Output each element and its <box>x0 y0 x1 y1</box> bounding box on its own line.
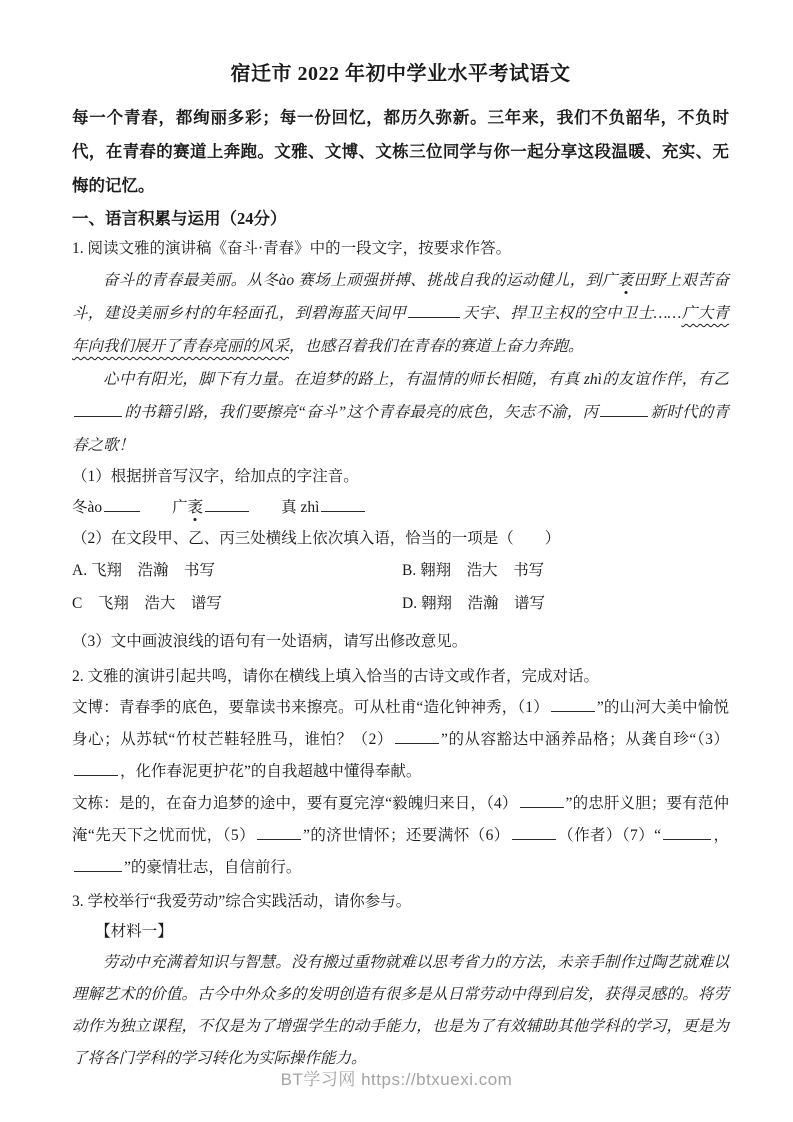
blank-line <box>104 506 140 512</box>
pinyin-label: 冬ào <box>72 499 103 516</box>
blank-line-7a <box>663 834 711 840</box>
page-content <box>72 60 729 1075</box>
blank-line-7b <box>74 866 122 872</box>
dotted-character-mao: 袤 <box>187 499 204 516</box>
option-c: C 飞翔 浩大 谱写 <box>72 595 222 612</box>
wendong-text: ”的豪情壮志，自信前行。 <box>124 859 302 876</box>
wendong-text: ”的济世情怀；还要满怀（6） <box>303 827 510 844</box>
option-a: A. 飞翔 浩瀚 书写 <box>72 562 215 579</box>
blank-line-5 <box>257 834 301 840</box>
wavy-underlined-clause: 广大青年向我们展开了青春亮丽的风采 <box>72 305 729 355</box>
watermark-footer: BT学习网 https://btxuexi.com <box>280 1070 513 1089</box>
material1-label: 【材料一】 <box>95 923 173 940</box>
pinyin-answer-row <box>72 492 729 524</box>
wenbo-text: ，化作春泥更护花”的自我超越中懂得奉献。 <box>120 763 422 780</box>
wendong-dialogue <box>72 788 729 884</box>
blank-line-3 <box>74 770 118 776</box>
option-b: B. 翱翔 浩大 书写 <box>402 562 545 579</box>
blank-line-bing <box>600 411 648 417</box>
wendong-text: ”的忠肝义胆；要有范仲淹“先天下之忧而忧，（5） <box>72 795 729 844</box>
blank-line-6 <box>512 834 556 840</box>
blank-line <box>205 506 249 512</box>
wenbo-dialogue <box>72 692 729 788</box>
wenbo-text: ”的从容豁达中涵养品格；从龚自珍“（3） <box>441 731 729 748</box>
passage2-text: 的书籍引路，我们要擦亮“奋斗”这个青春最亮的底色，矢志不渝，丙 <box>124 404 599 421</box>
passage1-text: ，也感召着我们在青春的赛道上奋力奔跑。 <box>289 338 584 355</box>
option-d: D. 翱翔 浩瀚 谱写 <box>402 595 545 612</box>
question1-sub2-stem: （2）在文段甲、乙、丙三处横线上依次填入语，恰当的一项是（ ） <box>72 530 561 547</box>
passage2-text: 心中有阳光，脚下有力量。在追梦的路上，有温情的师长相随，有真 zhì的友谊作伴，有乙 <box>103 371 729 388</box>
blank-line-yi <box>74 411 122 417</box>
blank-line-jia <box>408 312 460 318</box>
material1-paragraph: 劳动中充满着知识与智慧。没有搬过重物就难以思考省力的方法，未亲手制作过陶艺就难以理解艺术的价值。古今中外众多的发明创造有很多是从日常劳动中得到启发，获得灵感的。将劳动作为独立课程，不仅是为了增强学生的动手能力，也是为了有效辅助其他学科的学习，更是为了将各门学科的学习转化为实际操作能力。 <box>72 954 729 1067</box>
wenbo-text: 文博：青春季的底色，要靠读书来擦亮。可从杜甫“造化钟神秀，（1） <box>72 699 549 716</box>
question1-sub1-stem: （1）根据拼音写汉字，给加点的字注音。 <box>72 468 359 485</box>
wendong-text: ， <box>713 827 729 844</box>
passage1-text: 天宇、捍卫主权的空中卫士…… <box>462 305 682 322</box>
pinyin-label: 广 <box>172 499 188 516</box>
question3-stem: 3. 学校举行“我爱劳动”综合实践活动，请你参与。 <box>72 893 412 910</box>
wendong-text: 文栋：是的，在奋力追梦的途中，要有夏完淳“毅魄归来日，（4） <box>72 795 518 812</box>
blank-line-4 <box>520 802 564 808</box>
question1-passage-paragraph2 <box>72 363 729 462</box>
choice-options <box>72 554 729 620</box>
pinyin-item-dongao <box>72 499 142 516</box>
blank-line <box>321 506 365 512</box>
passage1-text: 奋斗的青春最美丽。从冬ào 赛场上顽强拼搏、挑战自我的运动健儿，到广 <box>103 272 618 289</box>
passage2-text: 新时代的青春之歌！ <box>72 404 729 454</box>
wendong-text: （作者）（7）“ <box>557 827 662 844</box>
pinyin-item-zhenzhi <box>281 499 367 516</box>
question1-sub3-stem: （3）文中画波浪线的语句有一处语病，请写出修改意见。 <box>72 633 468 650</box>
blank-line-2 <box>395 738 439 744</box>
wenbo-text: ”的山河大美中愉悦身心；从苏轼“竹杖芒鞋轻胜马，谁怕？（2） <box>72 699 729 748</box>
dotted-character-mao: 袤 <box>617 272 634 289</box>
question1-stem: 1. 阅读文雅的演讲稿《奋斗·青春》中的一段文字，按要求作答。 <box>72 240 512 257</box>
section1-heading: 一、语言积累与运用（24分） <box>72 209 287 228</box>
page-title: 宿迁市 2022 年初中学业水平考试语文 <box>230 63 571 85</box>
question1-passage-paragraph1 <box>72 264 729 363</box>
pinyin-label: 真 zhì <box>281 499 320 516</box>
intro-paragraph: 每一个青春，都绚丽多彩；每一份回忆，都历久弥新。三年来，我们不负韶华，不负时代，在青春的赛道上奔跑。文雅、文博、文栋三位同学与你一起分享这段温暖、充实、无悔的记忆。 <box>72 108 729 195</box>
blank-line-1 <box>551 706 595 712</box>
question2-stem: 2. 文雅的演讲引起共鸣，请你在横线上填入恰当的古诗文或作者，完成对话。 <box>72 668 600 685</box>
passage1-text: 田野上艰苦奋斗，建设美丽乡村的年轻面孔，到碧海蓝天间甲 <box>72 272 729 322</box>
pinyin-item-guangmao <box>172 499 251 516</box>
